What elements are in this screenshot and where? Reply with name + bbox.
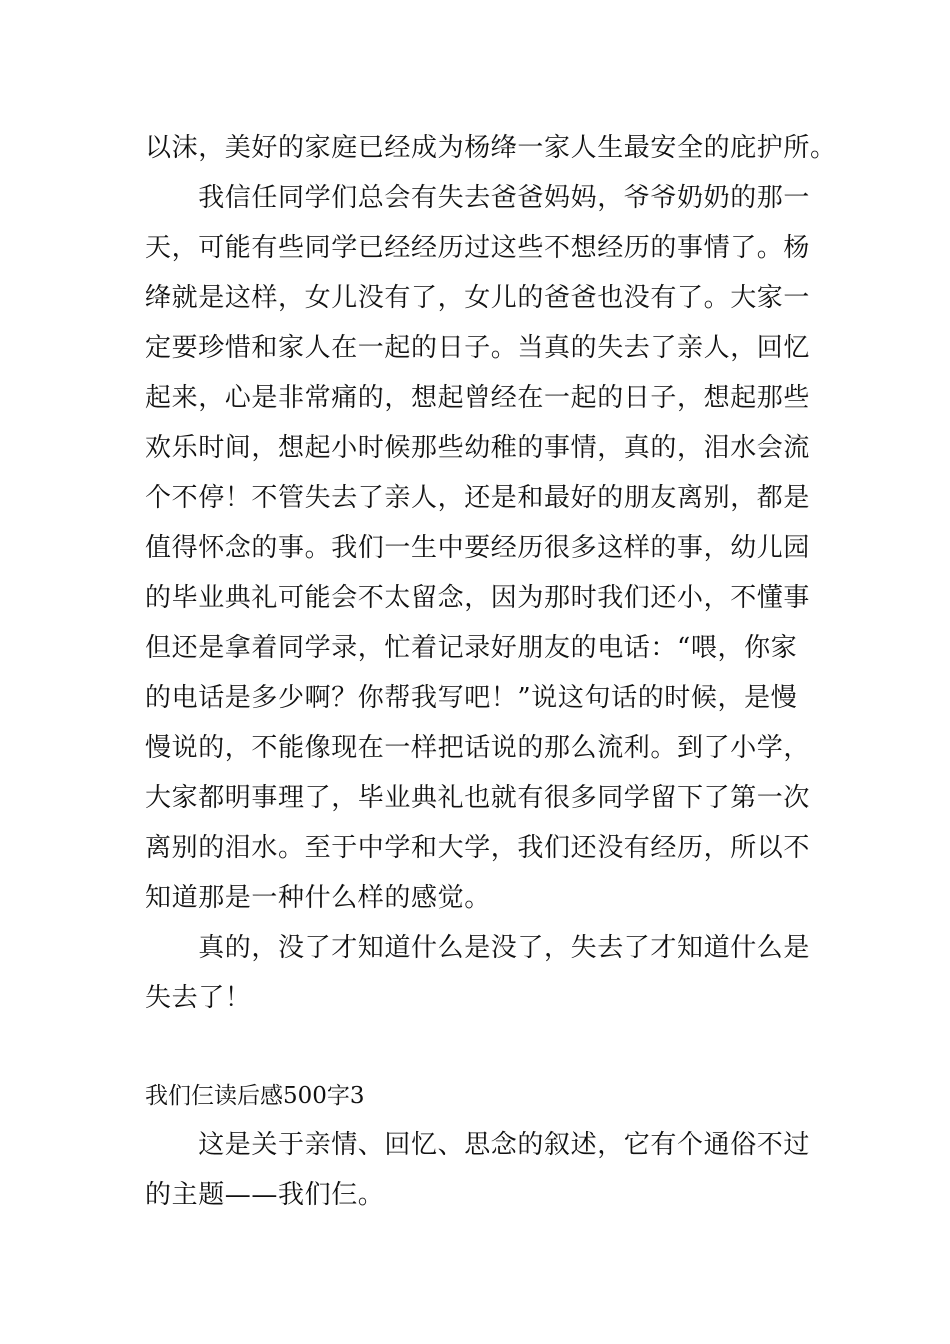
text-line: 的主题——我们仨。 <box>145 1180 385 1210</box>
text-line: 我信任同学们总会有失去爸爸妈妈，爷爷奶奶的那一 <box>145 183 811 213</box>
text-line: 定要珍惜和家人在一起的日子。当真的失去了亲人，回忆 <box>145 333 811 363</box>
text-line: 绛就是这样，女儿没有了，女儿的爸爸也没有了。大家一 <box>145 283 811 313</box>
text-line: 这是关于亲情、回忆、思念的叙述，它有个通俗不过 <box>145 1130 811 1160</box>
text-line: 值得怀念的事。我们一生中要经历很多这样的事，幼儿园 <box>145 533 811 563</box>
text-line: 慢说的，不能像现在一样把话说的那么流利。到了小学， <box>145 733 811 763</box>
text-line: 起来，心是非常痛的，想起曾经在一起的日子，想起那些 <box>145 383 811 413</box>
text-line: 离别的泪水。至于中学和大学，我们还没有经历，所以不 <box>145 833 811 863</box>
text-line: 的电话是多少啊？你帮我写吧！”说这句话的时候，是慢 <box>145 683 798 713</box>
text-line: 大家都明事理了，毕业典礼也就有很多同学留下了第一次 <box>145 783 811 813</box>
section-heading: 我们仨读后感500字3 <box>145 1083 365 1109</box>
text-line: 欢乐时间，想起小时候那些幼稚的事情，真的，泪水会流 <box>145 433 811 463</box>
text-line: 知道那是一种什么样的感觉。 <box>145 883 491 913</box>
text-line: 天，可能有些同学已经经历过这些不想经历的事情了。杨 <box>145 233 811 263</box>
text-line: 失去了！ <box>145 983 252 1013</box>
text-line: 真的，没了才知道什么是没了，失去了才知道什么是 <box>145 933 811 963</box>
text-line: 以沫，美好的家庭已经成为杨绛一家人生最安全的庇护所。 <box>145 133 837 163</box>
text-line: 个不停！不管失去了亲人，还是和最好的朋友离别，都是 <box>145 483 811 513</box>
text-line: 但还是拿着同学录，忙着记录好朋友的电话：“喂，你家 <box>145 633 798 663</box>
text-line: 的毕业典礼可能会不太留念，因为那时我们还小，不懂事 <box>145 583 811 613</box>
